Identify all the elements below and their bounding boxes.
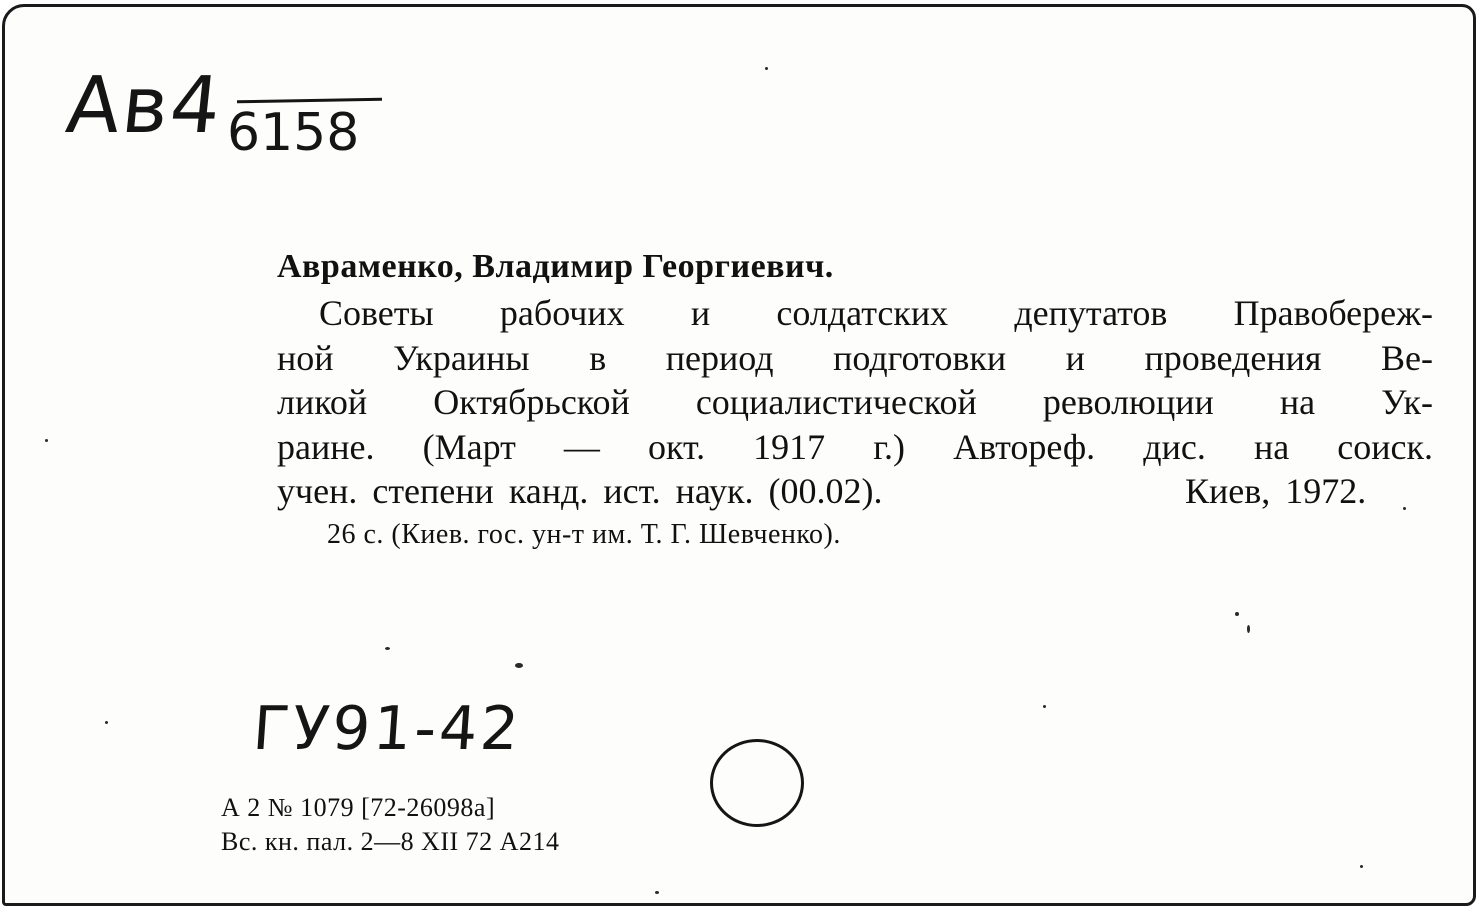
description-line: учен. степени канд. ист. наук. (00.02).	[277, 471, 883, 511]
description-line: ной Украины в период подготовки и проведения Ве-	[277, 337, 1433, 378]
footer-chamber-line: Вс. кн. пал. 2—8 XII 72 А214	[221, 827, 560, 856]
speck-dot	[765, 67, 768, 70]
description-line: раине. (Март — окт. 1917 г.) Автореф. дис. на соиск.	[277, 426, 1433, 467]
call-number-prefix: Ав4	[62, 61, 227, 151]
catalog-card	[2, 4, 1476, 906]
speck-dot	[105, 721, 108, 724]
speck-dot	[1247, 625, 1250, 633]
author-heading: Авраменко, Владимир Георгиевич.	[277, 248, 834, 285]
speck-dot	[655, 891, 659, 894]
bibliographic-description	[277, 291, 1433, 514]
speck-dot	[45, 439, 48, 442]
speck-dot	[515, 663, 523, 668]
speck-dot	[1043, 705, 1046, 708]
footer-registry-line: А 2 № 1079 [72-26098а]	[221, 793, 496, 822]
speck-dot	[1360, 865, 1363, 868]
card-hole-circle	[710, 739, 804, 827]
pages-and-institution: 26 с. (Киев. гос. ун-т им. Т. Г. Шевченко).	[327, 519, 841, 550]
description-line: ликой Октябрьской социалистической революции на Ук-	[277, 382, 1433, 422]
inventory-handwritten: ГУ91-42	[250, 694, 524, 764]
description-line-last	[277, 469, 1433, 514]
speck-dot	[1235, 612, 1239, 616]
description-line: Советы рабочих и солдатских депутатов Правобереж-	[319, 293, 1433, 333]
speck-dot	[385, 647, 390, 650]
call-number-suffix: 6158	[227, 103, 360, 163]
city-year: Киев, 1972.	[1185, 471, 1367, 511]
